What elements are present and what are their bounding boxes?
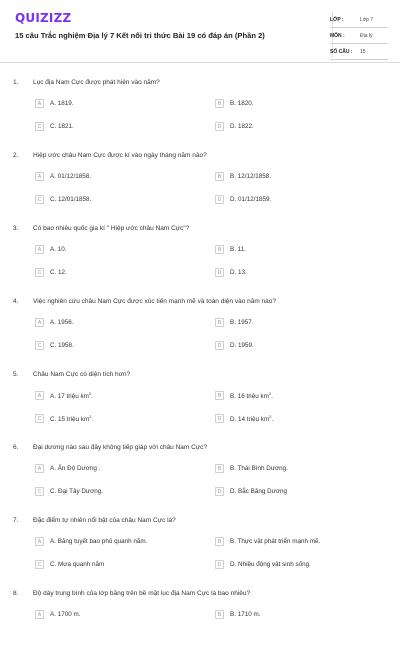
meta-value: 15 (360, 49, 366, 55)
meta-label: SỐ CÂU : (330, 49, 353, 55)
option-label: D. 1822. (230, 123, 254, 130)
answer-option[interactable] (35, 391, 93, 400)
option-letter-box: C (35, 195, 44, 204)
option-letter-box: C (35, 268, 44, 277)
question-number: 2. (13, 152, 19, 159)
option-label: D. Bắc Băng Dương (230, 488, 287, 495)
question-number: 5. (13, 371, 19, 378)
answer-option[interactable] (215, 341, 254, 350)
answer-option[interactable] (215, 99, 253, 108)
option-text (230, 100, 253, 107)
question-text: Đại dương nào sau đây không tiếp giáp với châu Nam Cực? (33, 444, 208, 451)
option-label: D. 14 triệu km (230, 416, 270, 424)
option-letter-box: A (35, 172, 44, 181)
meta-row (330, 28, 388, 44)
option-text (50, 269, 67, 276)
option-text: B. 16 triệu $km^2$. (230, 391, 273, 401)
question-number: 4. (13, 298, 19, 305)
question-text: Hiệp ước châu Nam Cực được kí vào ngày tháng năm nào? (33, 152, 207, 159)
answer-option[interactable] (35, 537, 147, 546)
question-item (0, 77, 400, 150)
meta-row (330, 44, 388, 60)
option-letter-box: D (215, 268, 224, 277)
answer-option[interactable] (35, 487, 103, 496)
answer-option[interactable] (35, 341, 74, 350)
option-letter-box: D (215, 195, 224, 204)
option-label: A. 1819. (50, 100, 74, 107)
question-number: 6. (13, 444, 19, 451)
question-number: 1. (13, 79, 19, 86)
header (0, 0, 400, 62)
option-label: B. Thái Bình Dương. (230, 465, 288, 472)
option-label: D. Nhiều động vật sinh sống. (230, 561, 311, 568)
option-label: B. 12/12/1858. (230, 173, 271, 180)
option-letter-box: B (215, 610, 224, 619)
option-label: B. 1957. (230, 319, 254, 326)
option-text (230, 465, 288, 472)
option-label: C. 1958. (50, 342, 74, 349)
option-letter-box: D (215, 122, 224, 131)
option-label: B. 16 triệu km (230, 393, 269, 401)
option-label: C. Mưa quanh năm (50, 561, 105, 568)
option-label: D. 1959. (230, 342, 254, 349)
option-label: D. 01/12/1859. (230, 196, 272, 203)
question-item (0, 588, 400, 661)
option-letter-box: A (35, 537, 44, 546)
option-text (50, 465, 100, 472)
question-list (0, 77, 400, 661)
option-text (230, 319, 253, 326)
option-letter-box: D (215, 560, 224, 569)
option-letter-box: B (215, 245, 224, 254)
question-text: Lục địa Nam Cực được phát hiện vào năm? (33, 79, 160, 86)
answer-option[interactable] (215, 268, 247, 277)
option-letter-box: C (35, 487, 44, 496)
option-letter-box: D (215, 414, 224, 423)
option-text (50, 538, 147, 545)
option-label: A. 10. (50, 246, 67, 253)
option-text (50, 123, 74, 130)
superscript: 2 (89, 414, 92, 419)
option-label: B. 11. (230, 246, 246, 253)
option-text (230, 123, 254, 130)
answer-option[interactable] (35, 122, 74, 131)
question-text: Châu Nam Cực có diện tích hơn? (33, 371, 131, 378)
answer-option[interactable] (35, 610, 80, 619)
superscript: 2 (88, 391, 92, 396)
answer-option[interactable] (35, 172, 91, 181)
option-letter-box: B (215, 391, 224, 400)
option-letter-box: C (35, 560, 44, 569)
meta-label: LỚP : (330, 17, 344, 23)
option-letter-box: C (35, 341, 44, 350)
answer-option[interactable] (35, 318, 73, 327)
option-letter-box: B (215, 172, 224, 181)
option-label: A. Băng tuyết bao phủ quanh năm. (50, 538, 148, 545)
meta-label: MÔN : (330, 33, 345, 39)
option-letter-box: C (35, 414, 44, 423)
question-item (0, 150, 400, 223)
option-letter-box: B (215, 464, 224, 473)
answer-option[interactable] (215, 537, 320, 546)
answer-option[interactable] (215, 560, 311, 569)
question-item (0, 296, 400, 369)
option-text (50, 611, 80, 618)
option-text (50, 488, 103, 495)
option-letter-box: B (215, 318, 224, 327)
option-text (50, 342, 74, 349)
meta-value: Lớp 7 (360, 17, 374, 23)
option-letter-box: D (215, 487, 224, 496)
question-text: Độ dày trung bình của lớp băng trên bề mặt lục địa Nam Cực là bao nhiêu? (33, 590, 251, 597)
option-text: D. 14 triệu $km^2$. (230, 414, 274, 424)
option-text (50, 196, 91, 203)
option-letter-box: A (35, 245, 44, 254)
question-text: Đặc điểm tự nhiên nổi bật của châu Nam Cực là? (33, 517, 176, 524)
answer-option[interactable] (35, 245, 66, 254)
option-letter-box: A (35, 464, 44, 473)
option-label: A. 17 triệu km (50, 393, 89, 401)
option-text (230, 342, 254, 349)
answer-option[interactable] (215, 122, 254, 131)
option-label: C. Đại Tây Dương. (50, 488, 104, 495)
option-label: C. 1821. (50, 123, 74, 130)
option-text (230, 196, 271, 203)
option-letter-box: A (35, 391, 44, 400)
option-text: C. 15 triệu $km^2$. (50, 414, 94, 424)
meta-value: Địa lý (360, 33, 373, 39)
answer-option[interactable] (215, 464, 288, 473)
option-text (50, 319, 73, 326)
answer-option[interactable] (215, 610, 260, 619)
option-letter-box: B (215, 99, 224, 108)
option-letter-box: C (35, 122, 44, 131)
option-label: C. 12. (50, 269, 67, 276)
question-number: 8. (13, 590, 19, 597)
option-label: C. 15 triệu km (50, 416, 90, 424)
question-text: Việc nghiên cứu châu Nam Cực được xúc tiến mạnh mẽ và toàn diện vào năm nào? (33, 298, 277, 305)
question-item (0, 515, 400, 588)
answer-option[interactable] (35, 560, 104, 569)
option-text (230, 611, 260, 618)
quizizz-logo: QUIZIZZ (15, 11, 72, 25)
question-number: 3. (13, 225, 19, 232)
option-text: A. 17 triệu $km^2$. (50, 391, 93, 401)
answer-option[interactable] (35, 464, 100, 473)
answer-option[interactable] (215, 414, 273, 423)
option-label: C. 12/01/1858. (50, 196, 92, 203)
option-label: B. Thực vật phát triển mạnh mẽ. (230, 538, 321, 545)
option-text (50, 100, 73, 107)
option-letter-box: A (35, 99, 44, 108)
question-number: 7. (13, 517, 19, 524)
option-label: B. 1710 m. (230, 611, 261, 618)
question-text: Có bao nhiêu quốc gia kí " Hiệp ước châu Nam Cực"? (33, 225, 190, 232)
option-text (230, 269, 247, 276)
option-text (50, 173, 91, 180)
option-label: A. 1956. (50, 319, 74, 326)
option-letter-box: B (215, 537, 224, 546)
header-divider (0, 62, 400, 63)
answer-option[interactable] (215, 318, 253, 327)
superscript: 2 (268, 391, 272, 396)
option-letter-box: A (35, 318, 44, 327)
answer-option[interactable] (35, 195, 91, 204)
option-label: A. 1700 m. (50, 611, 81, 618)
superscript: 2 (269, 414, 272, 419)
option-text (50, 561, 104, 568)
option-text (230, 488, 287, 495)
answer-option[interactable] (35, 99, 73, 108)
option-label: A. Ấn Độ Dương . (50, 465, 101, 472)
option-label: B. 1820. (230, 100, 254, 107)
answer-option[interactable] (215, 391, 273, 400)
option-text (50, 246, 66, 253)
answer-option[interactable] (215, 487, 287, 496)
answer-option[interactable] (215, 172, 271, 181)
answer-option[interactable] (35, 268, 67, 277)
option-letter-box: A (35, 610, 44, 619)
meta-panel (330, 12, 388, 60)
option-text (230, 538, 320, 545)
option-label: A. 01/12/1858. (50, 173, 91, 180)
question-item (0, 223, 400, 296)
answer-option[interactable] (215, 245, 246, 254)
answer-option[interactable] (215, 195, 271, 204)
option-letter-box: D (215, 341, 224, 350)
option-text (230, 246, 246, 253)
answer-option[interactable] (35, 414, 93, 423)
page-title: 15 câu Trắc nghiệm Địa lý 7 Kết nối tri thức Bài 19 có đáp án (Phần 2) (15, 31, 265, 40)
option-text (230, 561, 311, 568)
meta-row (330, 12, 388, 28)
question-item (0, 369, 400, 442)
option-label: D. 13. (230, 269, 247, 276)
question-item (0, 442, 400, 515)
option-text (230, 173, 271, 180)
